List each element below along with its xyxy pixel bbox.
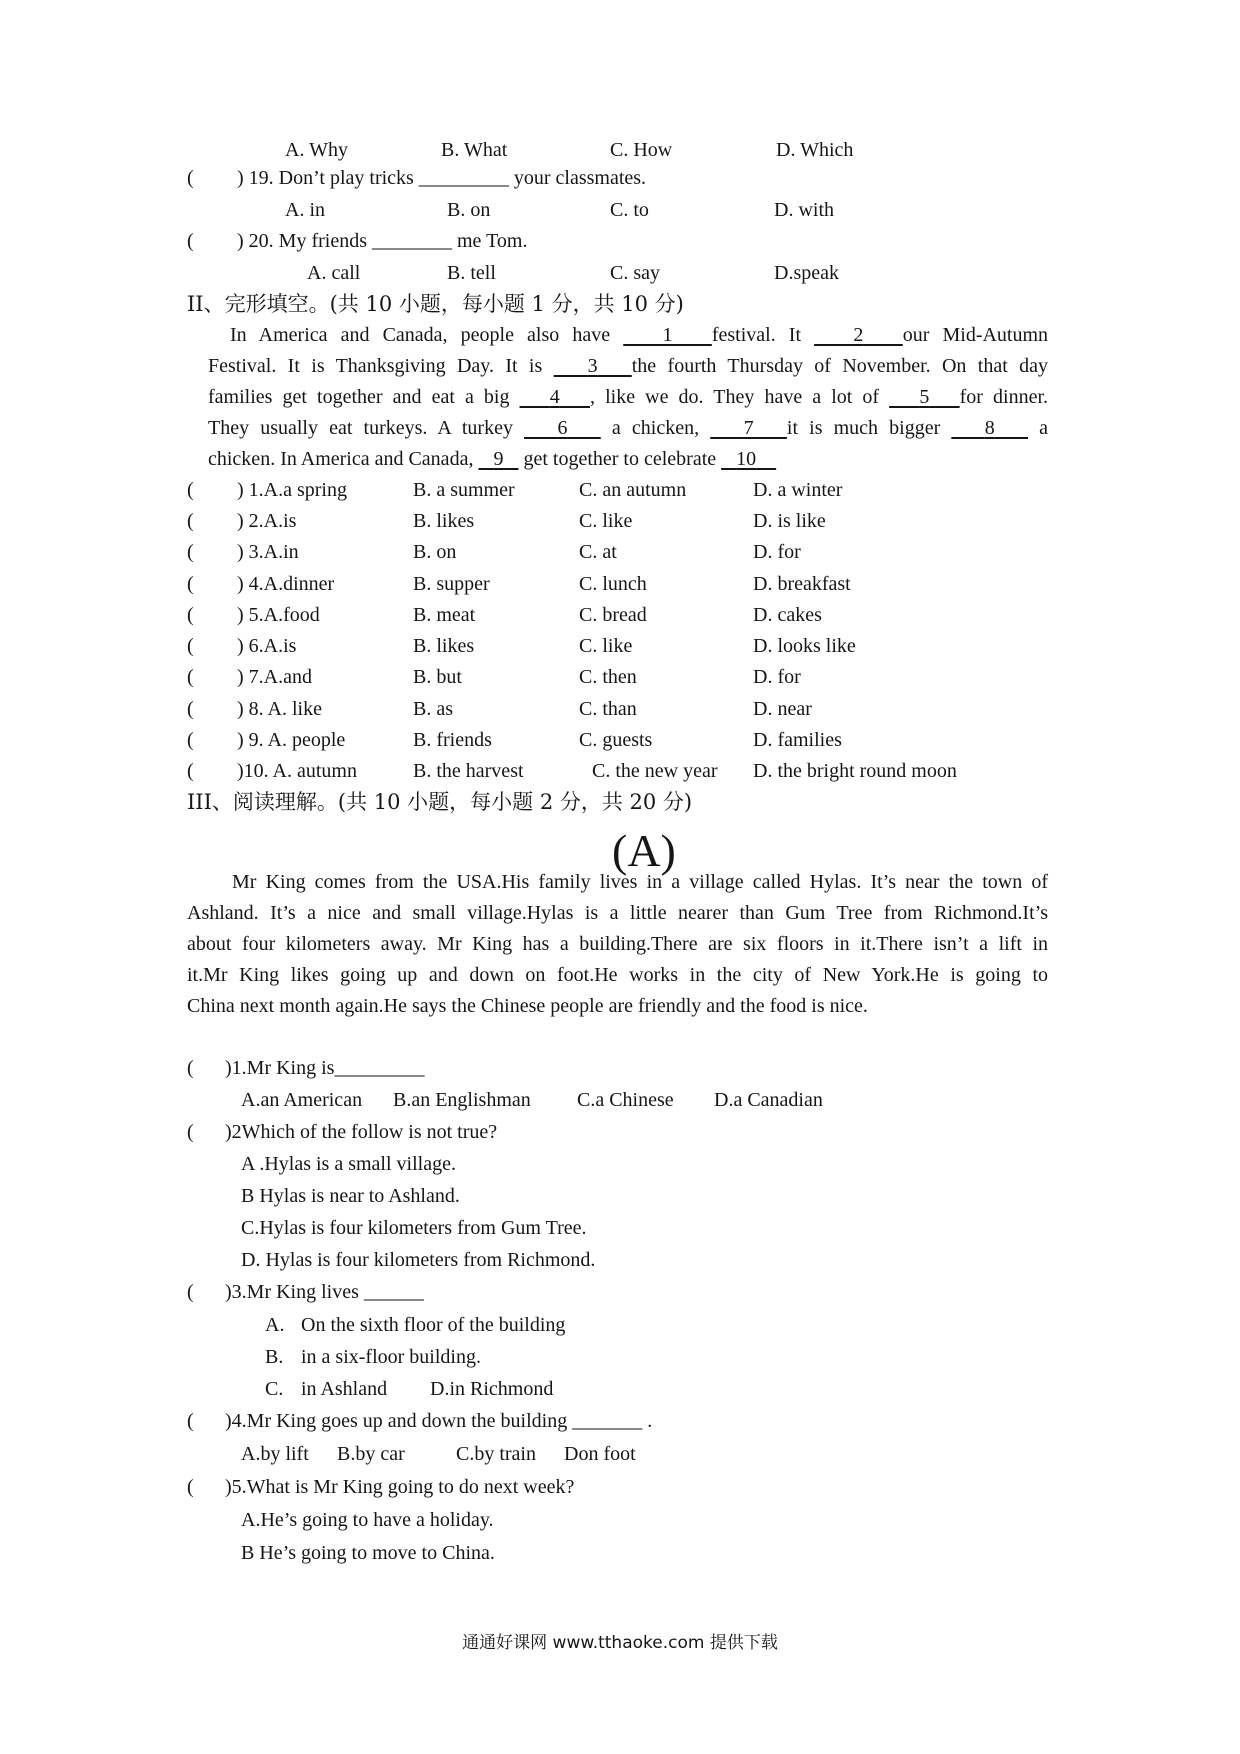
cloze-question-10: ( )10. A. autumn B. the harvest C. the new year D. the bright round moon — [187, 760, 957, 782]
cloze-passage-line-1: In America and Canada, people also have 1 festival. It 2 our Mid-Autumn — [230, 324, 1049, 346]
q19-option-c: C. to — [610, 199, 649, 221]
q20-answer-paren: ( — [187, 230, 194, 252]
reading-q5-option-a: A.He’s going to have a holiday. — [241, 1509, 494, 1531]
reading-part-a-label: (A) — [612, 825, 676, 876]
cloze-blank-8: 8 — [984, 417, 995, 439]
q20-option-a: A. call — [307, 262, 361, 284]
cloze-question-3: ( ) 3.A.in B. on C. at D. for — [187, 541, 801, 563]
reading-q1-option-d: D.a Canadian — [714, 1089, 823, 1111]
reading-q3-option-d: D.in Richmond — [430, 1378, 554, 1400]
reading-q2-option-d: D. Hylas is four kilometers from Richmond. — [241, 1249, 596, 1271]
reading-passage-line-3: about four kilometers away. Mr King has a building.There are six floors in it.There isn’t a lift in — [187, 933, 1048, 955]
q19-stem-end: your classmates. — [513, 167, 647, 189]
cloze-question-5: ( ) 5.A.food B. meat C. bread D. cakes — [187, 604, 822, 626]
cloze-blank-4: 4 — [549, 386, 560, 408]
cloze-passage-line-3: families get together and eat a big 4 , like we do. They have a lot of 5 for dinner. — [208, 386, 1049, 408]
q20-option-d: D.speak — [774, 262, 839, 284]
reading-q3-option-c: C. in Ashland — [265, 1378, 388, 1400]
section-3-heading: III、阅读理解。(共 10 小题，每小题 2 分，共 20 分) — [187, 790, 693, 814]
cloze-blank-3: 3 — [587, 355, 598, 377]
cloze-question-8: ( ) 8. A. like B. as C. than D. near — [187, 698, 812, 720]
q19-answer-paren: ( — [187, 167, 194, 189]
reading-q3: ( )3.Mr King lives ______ — [187, 1281, 424, 1303]
reading-q2-option-a: A .Hylas is a small village. — [241, 1153, 456, 1175]
q19-question: ) 19. Don’t play tricks _________ your classmates. — [237, 167, 647, 189]
cloze-passage-line-4: They usually eat turkeys. A turkey 6 a chicken, 7 it is much bigger 8 a — [208, 417, 1049, 439]
reading-q5: ( )5.What is Mr King going to do next week? — [187, 1476, 575, 1498]
reading-q4-blank: _______ — [572, 1410, 643, 1432]
reading-q2: ( )2Which of the follow is not true? — [187, 1121, 498, 1143]
reading-q4-option-b: B.by car — [337, 1443, 405, 1465]
reading-passage-line-2: Ashland. It’s a nice and small village.Hylas is a little nearer than Gum Tree from Richmond.It’s — [187, 902, 1048, 924]
reading-q3-option-b: B. in a six-floor building. — [265, 1346, 481, 1368]
cloze-blank-10: 10 — [736, 448, 757, 470]
cloze-question-7: ( ) 7.A.and B. but C. then D. for — [187, 666, 801, 688]
cloze-passage-line-5: chicken. In America and Canada, 9 get together to celebrate 10 — [208, 447, 776, 471]
cloze-blank-1: 1 — [662, 324, 673, 346]
q19-option-b: B. on — [447, 199, 491, 221]
cloze-blank-6: 6 — [557, 417, 568, 439]
reading-q5-option-b: B He’s going to move to China. — [241, 1542, 495, 1564]
reading-q1: ( )1.Mr King is_________ — [187, 1057, 425, 1079]
q19-blank: _________ — [418, 167, 509, 189]
q19-option-d: D. with — [774, 199, 834, 221]
reading-q4-option-d: Don foot — [564, 1443, 636, 1465]
cloze-passage-line-2: Festival. It is Thanksgiving Day. It is 3 the fourth Thursday of November. On that day — [208, 355, 1049, 377]
cloze-blank-9: 9 — [493, 448, 504, 470]
reading-q2-option-c: C.Hylas is four kilometers from Gum Tree. — [241, 1217, 587, 1239]
q18-option-d: D. Which — [776, 139, 854, 161]
cloze-question-4: ( ) 4.A.dinner B. supper C. lunch D. breakfast — [187, 573, 851, 595]
reading-q1-option-a: A.an American — [241, 1089, 363, 1111]
reading-passage-line-1: Mr King comes from the USA.His family lives in a village called Hylas. It’s near the town of — [232, 871, 1048, 893]
reading-q4-option-c: C.by train — [456, 1443, 536, 1465]
reading-q1-option-c: C.a Chinese — [577, 1089, 674, 1111]
q18-option-a: A. Why — [285, 139, 348, 161]
q18-option-c: C. How — [610, 139, 673, 161]
cloze-blank-7: 7 — [743, 417, 754, 439]
q20-question: ) 20. My friends ________ me Tom. — [237, 230, 528, 252]
q20-option-c: C. say — [610, 262, 660, 284]
reading-q4: ( )4.Mr King goes up and down the building _______ . — [187, 1410, 653, 1432]
cloze-blank-5: 5 — [919, 386, 930, 408]
cloze-question-6: ( ) 6.A.is B. likes C. like D. looks like — [187, 635, 856, 657]
reading-q1-blank: _________ — [334, 1057, 425, 1079]
q20-stem-end: me Tom. — [457, 230, 528, 252]
cloze-question-9: ( ) 9. A. people B. friends C. guests D. families — [187, 729, 842, 751]
cloze-question-2: ( ) 2.A.is B. likes C. like D. is like — [187, 510, 826, 532]
reading-passage-line-4: it.Mr King likes going up and down on foot.He works in the city of New York.He is going to — [187, 964, 1048, 986]
q19-option-a: A. in — [285, 199, 325, 221]
section-2-heading: II、完形填空。(共 10 小题，每小题 1 分，共 10 分) — [187, 292, 684, 316]
q20-stem: 20. My friends — [248, 230, 367, 252]
reading-q3-blank: ______ — [363, 1281, 424, 1303]
q20-blank: ________ — [372, 230, 452, 252]
reading-q4-option-a: A.by lift — [241, 1443, 309, 1465]
reading-q1-option-b: B.an Englishman — [393, 1089, 531, 1111]
q20-option-b: B. tell — [447, 262, 496, 284]
q18-option-b: B. What — [441, 139, 508, 161]
cloze-blank-2: 2 — [853, 324, 864, 346]
reading-passage-line-5: China next month again.He says the Chinese people are friendly and the food is nice. — [187, 995, 868, 1017]
q19-stem: 19. Don’t play tricks — [248, 167, 414, 189]
page-footer: 通通好课网 www.tthaoke.com 提供下载 — [462, 1633, 778, 1653]
reading-q3-option-a: A. On the sixth floor of the building — [265, 1314, 566, 1336]
cloze-question-1: ( ) 1.A.a spring B. a summer C. an autumn D. a winter — [187, 479, 843, 501]
reading-q2-option-b: B Hylas is near to Ashland. — [241, 1185, 460, 1207]
